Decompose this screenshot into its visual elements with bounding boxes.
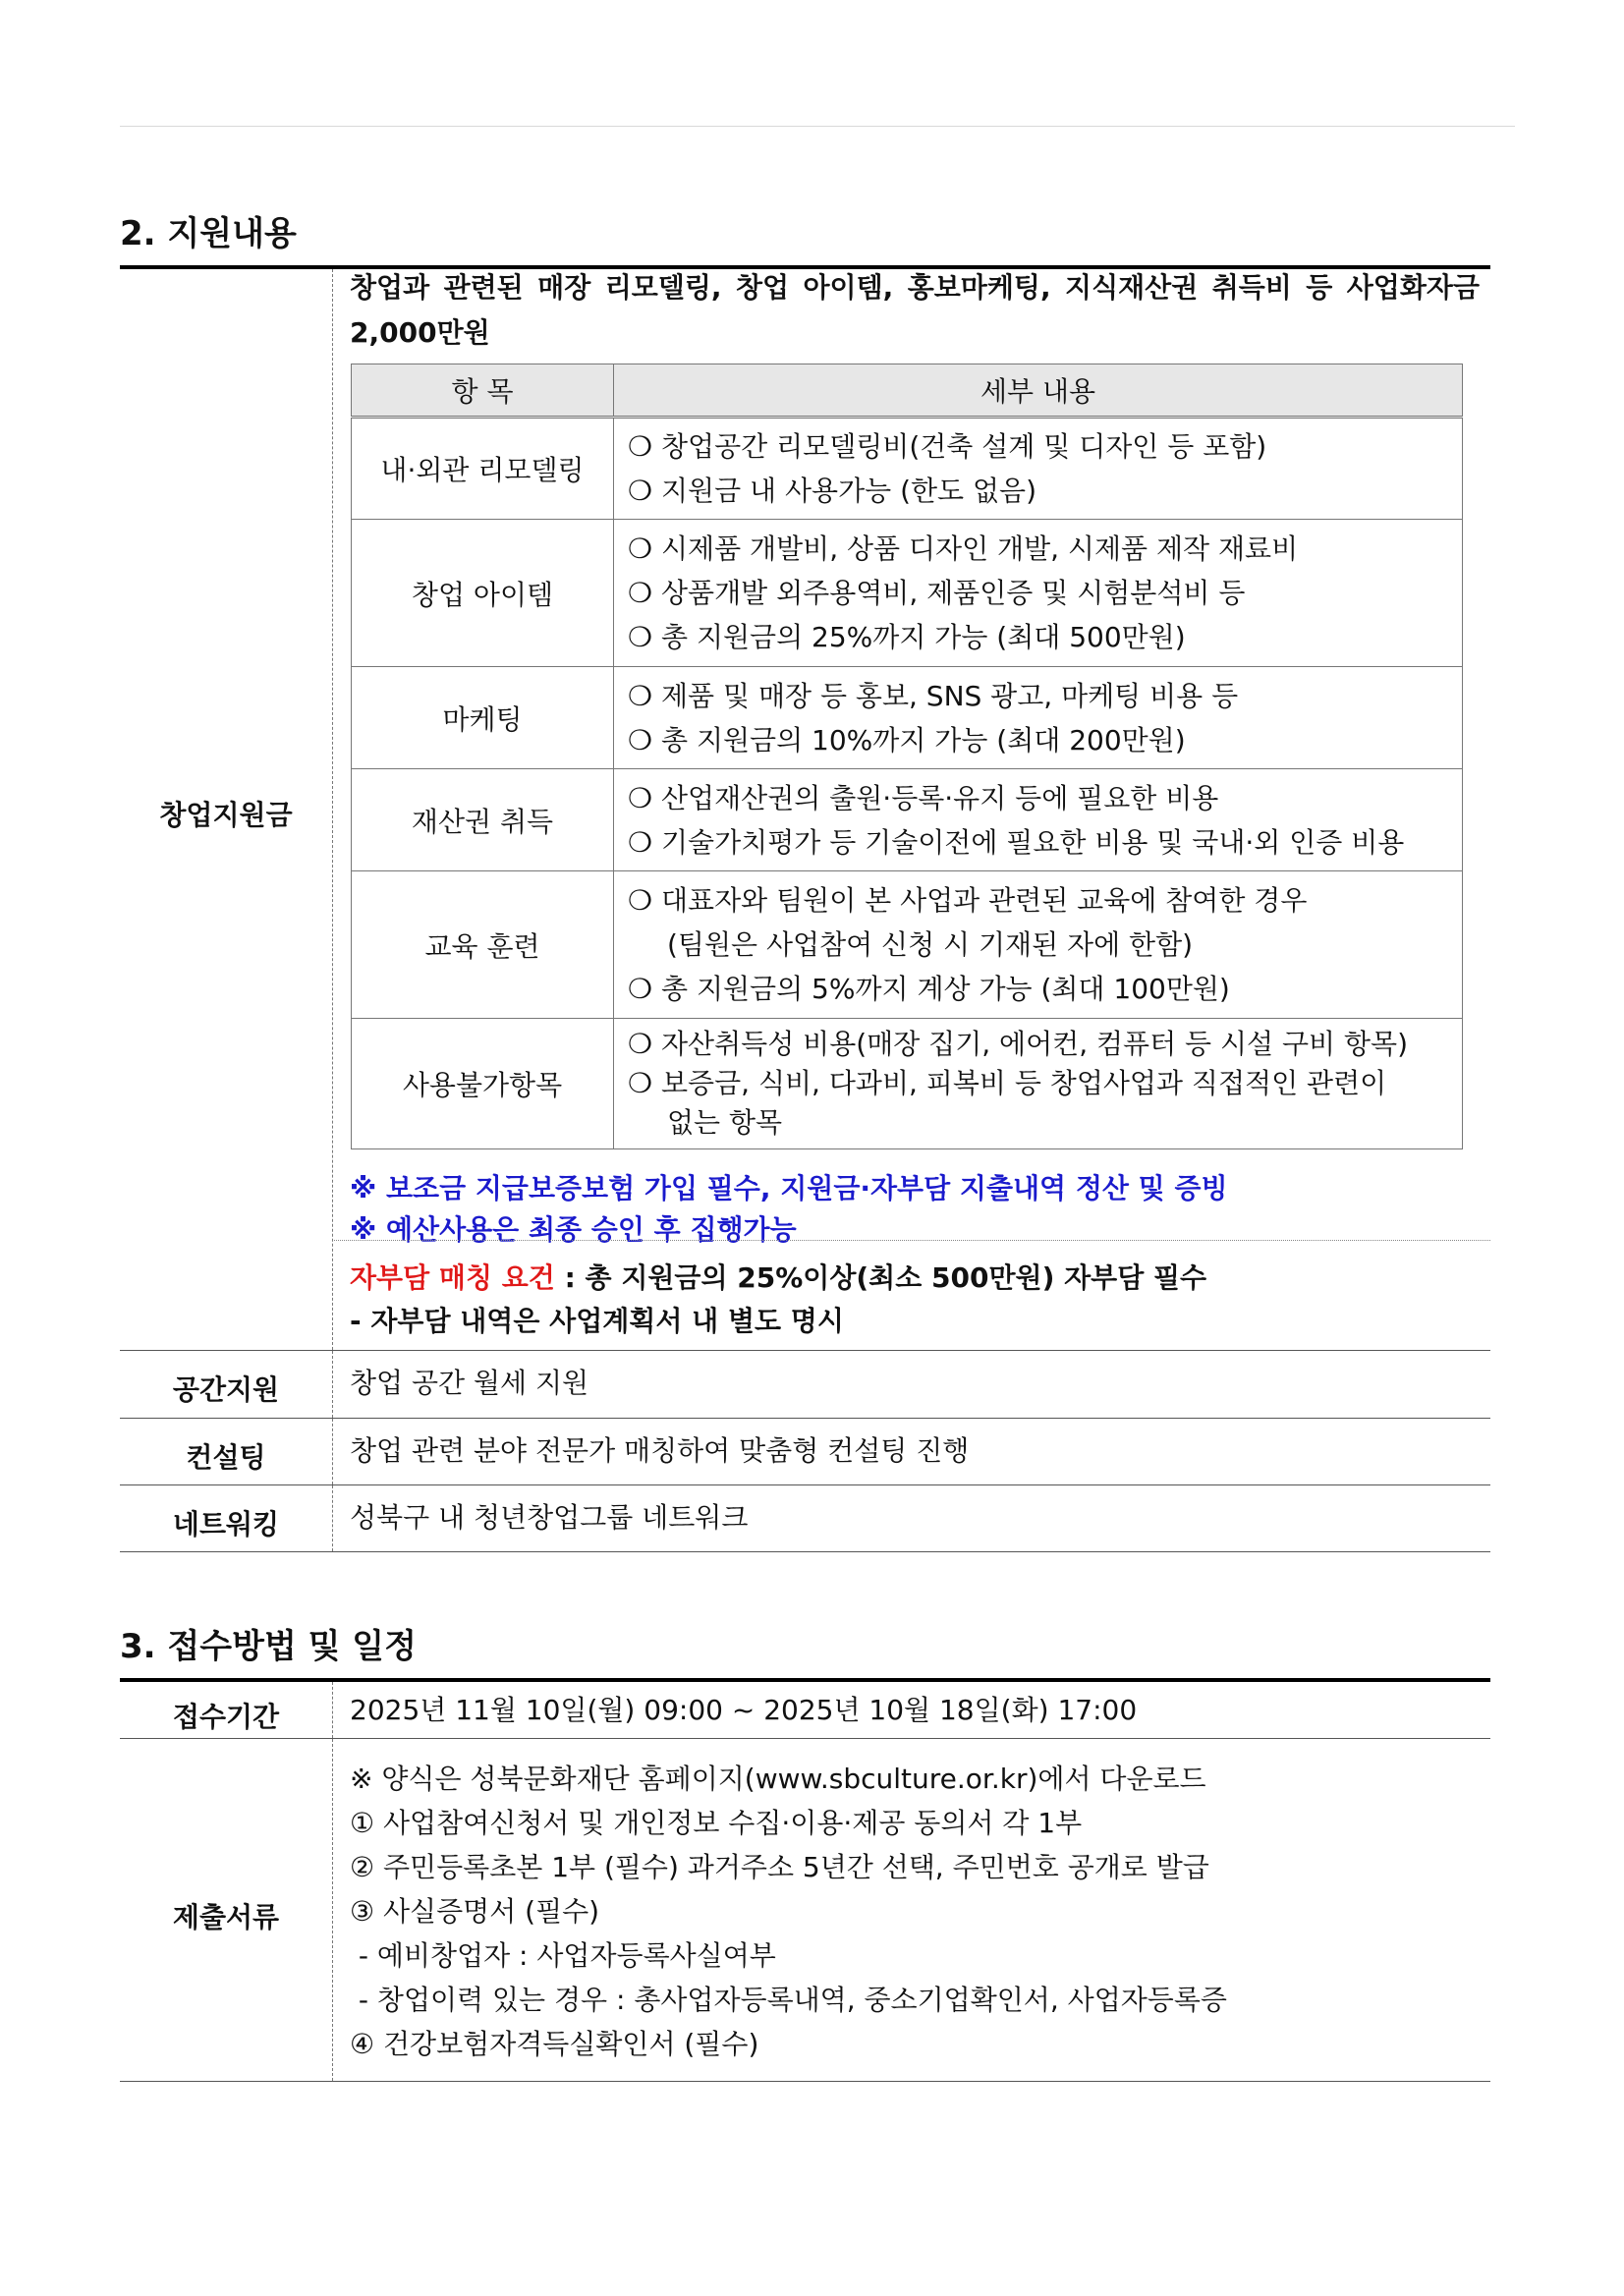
row-divider xyxy=(332,1419,333,1484)
detail-line: ❍ 총 지원금의 25%까지 가능 (최대 500만원) xyxy=(628,621,1186,653)
application-period-text: 2025년 11월 10일(월) 09:00 ~ 2025년 10월 18일(화) 17:00 xyxy=(350,1694,1138,1726)
matching-requirement-note: - 자부담 내역은 사업계획서 내 별도 명시 xyxy=(350,1305,844,1337)
detail-line: (팀원은 사업참여 신청 시 기재된 자에 한함) xyxy=(667,928,1194,961)
category-cell: 사용불가항목 xyxy=(352,1019,614,1149)
row-divider xyxy=(332,1739,333,2081)
section-3-bottom-border xyxy=(120,2081,1490,2082)
details-cell xyxy=(614,871,1463,1019)
networking-text: 성북구 내 청년창업그룹 네트워크 xyxy=(350,1501,749,1534)
details-cell xyxy=(614,520,1463,667)
space-support-label: 공간지원 xyxy=(172,1373,280,1406)
grant-intro-line-1: 창업과 관련된 매장 리모델링, 창업 아이템, 홍보마케팅, 지식재산권 취득비 등 사업화자금 xyxy=(350,271,1480,304)
detail-line: ❍ 기술가치평가 등 기술이전에 필요한 비용 및 국내·외 인증 비용 xyxy=(628,825,1405,859)
table-row xyxy=(352,1019,1463,1149)
section-2-column-divider xyxy=(332,269,333,1350)
detail-line: ❍ 보증금, 식비, 다과비, 피복비 등 창업사업과 직접적인 관련이 xyxy=(628,1067,1387,1099)
category-cell: 마케팅 xyxy=(352,667,614,769)
section-3-title: 3. 접수방법 및 일정 xyxy=(120,1627,417,1666)
detail-line: ❍ 총 지원금의 5%까지 계상 가능 (최대 100만원) xyxy=(628,973,1230,1005)
detail-line: ❍ 제품 및 매장 등 홍보, SNS 광고, 마케팅 비용 등 xyxy=(628,679,1239,712)
row-border xyxy=(120,1484,1490,1485)
detail-line: ❍ 지원금 내 사용가능 (한도 없음) xyxy=(628,475,1037,507)
document-line: ④ 건강보험자격득실확인서 (필수) xyxy=(350,2028,759,2060)
detail-line: ❍ 시제품 개발비, 상품 디자인 개발, 시제품 제작 재료비 xyxy=(628,532,1299,565)
grant-detail-table xyxy=(351,364,1463,1149)
header-details: 세부 내용 xyxy=(614,364,1463,418)
section-2-title: 2. 지원내용 xyxy=(120,214,297,253)
row-divider xyxy=(332,1682,333,1738)
category-cell: 재산권 취득 xyxy=(352,769,614,871)
table-row xyxy=(352,667,1463,769)
header-category: 항 목 xyxy=(352,364,614,418)
section-2-bottom-border xyxy=(120,1551,1490,1552)
space-support-text: 창업 공간 월세 지원 xyxy=(350,1367,589,1399)
matching-requirement-label: 자부담 매칭 요건 xyxy=(350,1261,555,1294)
table-row xyxy=(352,871,1463,1019)
detail-line: 없는 항목 xyxy=(667,1106,783,1139)
application-period-label: 접수기간 xyxy=(172,1701,280,1733)
row-divider xyxy=(332,1485,333,1551)
document-line: - 창업이력 있는 경우 : 총사업자등록내역, 중소기업확인서, 사업자등록증 xyxy=(350,1984,1227,2016)
section-3-top-border xyxy=(120,1678,1490,1682)
table-row xyxy=(352,520,1463,667)
grant-note-budget: ※ 예산사용은 최종 승인 후 집행가능 xyxy=(350,1213,797,1246)
detail-line: ❍ 산업재산권의 출원·등록·유지 등에 필요한 비용 xyxy=(628,781,1219,814)
grant-intro xyxy=(350,265,1480,356)
detail-line: ❍ 총 지원금의 10%까지 가능 (최대 200만원) xyxy=(628,723,1186,756)
documents-label: 제출서류 xyxy=(172,1901,280,1933)
details-cell xyxy=(614,667,1463,769)
page-top-rule xyxy=(120,126,1515,127)
document-line: ※ 양식은 성북문화재단 홈페이지(www.sbculture.or.kr)에서 다운로드 xyxy=(350,1763,1206,1795)
details-cell xyxy=(614,769,1463,871)
row-border xyxy=(120,1738,1490,1739)
document-line: ② 주민등록초본 1부 (필수) 과거주소 5년간 선택, 주민번호 공개로 발급 xyxy=(350,1851,1209,1883)
grant-note-insurance: ※ 보조금 지급보증보험 가입 필수, 지원금·자부담 지출내역 정산 및 증빙 xyxy=(350,1172,1228,1204)
detail-line: ❍ 대표자와 팀원이 본 사업과 관련된 교육에 참여한 경우 xyxy=(628,884,1308,917)
category-cell: 창업 아이템 xyxy=(352,520,614,667)
matching-requirement xyxy=(350,1263,1206,1293)
row-divider xyxy=(332,1351,333,1418)
consulting-label: 컨설팅 xyxy=(186,1441,266,1474)
grant-label: 창업지원금 xyxy=(159,799,293,831)
document-line: ① 사업참여신청서 및 개인정보 수집·이용·제공 동의서 각 1부 xyxy=(350,1807,1083,1839)
row-border xyxy=(120,1350,1490,1351)
networking-label: 네트워킹 xyxy=(172,1508,280,1540)
document-line: ③ 사실증명서 (필수) xyxy=(350,1895,600,1928)
detail-line: ❍ 상품개발 외주용역비, 제품인증 및 시험분석비 등 xyxy=(628,577,1246,609)
table-row xyxy=(352,769,1463,871)
matching-requirement-text: : 총 지원금의 25%이상(최소 500만원) 자부담 필수 xyxy=(554,1261,1207,1294)
details-cell xyxy=(614,1019,1463,1149)
detail-line: ❍ 자산취득성 비용(매장 집기, 에어컨, 컴퓨터 등 시설 구비 항목) xyxy=(628,1028,1409,1060)
category-cell: 내·외관 리모델링 xyxy=(352,418,614,520)
grant-table-header-row xyxy=(352,364,1463,418)
row-border xyxy=(120,1418,1490,1419)
consulting-text: 창업 관련 분야 전문가 매칭하여 맞춤형 컨설팅 진행 xyxy=(350,1434,970,1467)
category-cell: 교육 훈련 xyxy=(352,871,614,1019)
grant-intro-line-2: 2,000만원 xyxy=(350,316,490,349)
detail-line: ❍ 창업공간 리모델링비(건축 설계 및 디자인 등 포함) xyxy=(628,430,1267,463)
grant-note-separator xyxy=(334,1240,1490,1241)
details-cell xyxy=(614,418,1463,520)
table-row xyxy=(352,418,1463,520)
document-line: - 예비창업자 : 사업자등록사실여부 xyxy=(350,1939,776,1972)
